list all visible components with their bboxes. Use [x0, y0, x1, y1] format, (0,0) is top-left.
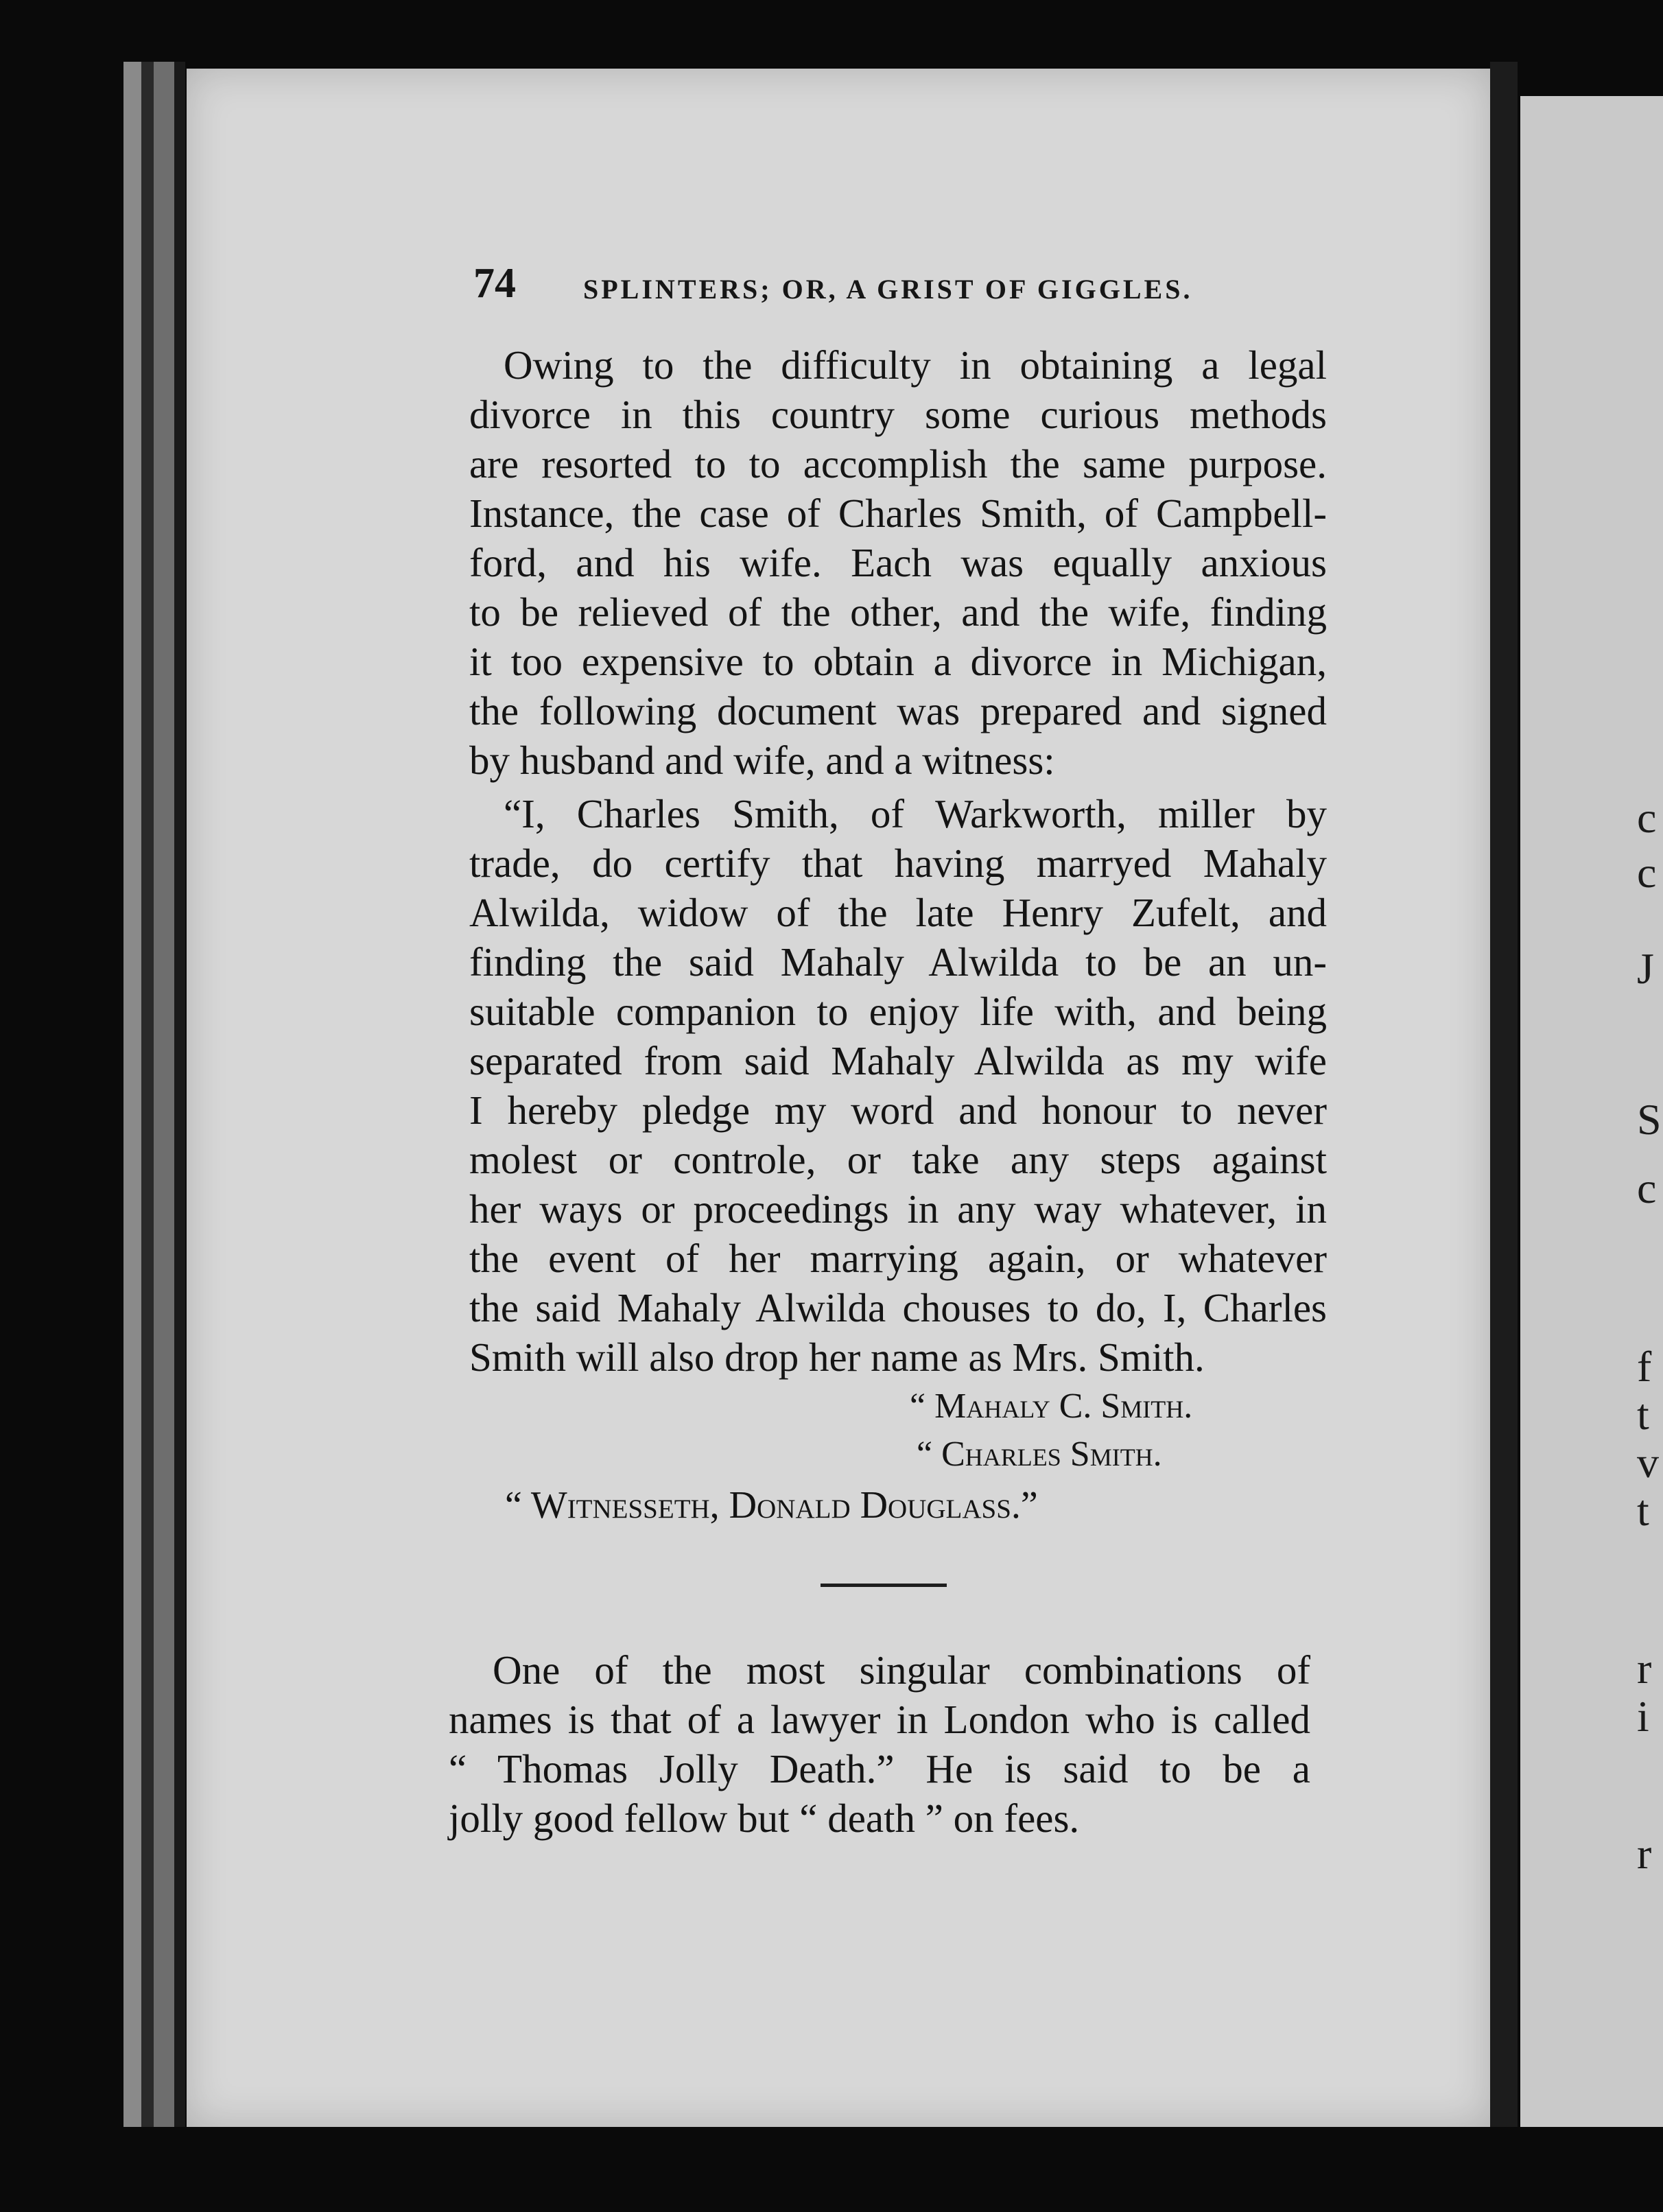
facing-page-glyph: r [1637, 1644, 1652, 1693]
quote-line: the said Mahaly Alwilda chouses to do, I, Charles [469, 1285, 1327, 1330]
article-line: Instance, the case of Charles Smith, of Campbell- [469, 491, 1327, 536]
article-line: divorce in this country some curious methods [469, 392, 1327, 437]
quote-line: Smith will also drop her name as Mrs. Smith. [469, 1334, 1205, 1380]
quote-line: the event of her marrying again, or whatever [469, 1236, 1327, 1281]
facing-page-glyph: S [1637, 1095, 1662, 1144]
quote-line: I hereby pledge my word and honour to never [469, 1087, 1327, 1133]
article-line: it too expensive to obtain a divorce in Michigan, [469, 639, 1327, 684]
quote-line: Alwilda, widow of the late Henry Zufelt, and [469, 890, 1327, 935]
signature-mahaly: “ Mahaly C. Smith. [910, 1387, 1193, 1426]
quote-line: suitable companion to enjoy life with, and being [469, 989, 1327, 1034]
article-line: the following document was prepared and signed [469, 688, 1327, 733]
book-edge [123, 62, 141, 2127]
article2-line: jolly good fellow but “ death ” on fees. [449, 1796, 1080, 1841]
quote-line: finding the said Mahaly Alwilda to be an un- [469, 939, 1327, 985]
page-header [473, 259, 1297, 314]
article-line: to be relieved of the other, and the wife, finding [469, 589, 1327, 635]
signature-charles: “ Charles Smith. [917, 1435, 1162, 1474]
book-edge [141, 62, 154, 2127]
facing-page-glyph: t [1637, 1486, 1649, 1535]
quote-line: her ways or proceedings in any way whatever, in [469, 1186, 1327, 1232]
book-edge [174, 62, 185, 2127]
article2-line: names is that of a lawyer in London who is called [449, 1697, 1310, 1742]
quote-line: molest or controle, or take any steps against [469, 1137, 1327, 1182]
spine-shadow [1490, 62, 1518, 2127]
article-line: by husband and wife, and a witness: [469, 738, 1055, 783]
facing-page-glyph: v [1637, 1438, 1659, 1487]
facing-page-glyph: c [1637, 793, 1657, 842]
facing-page-glyph: c [1637, 1164, 1657, 1212]
witness-line: “ Witnesseth, Donald Douglass.” [505, 1484, 1038, 1527]
article2-line: “ Thomas Jolly Death.” He is said to be a [449, 1746, 1310, 1791]
facing-page [1520, 96, 1663, 2127]
facing-page-glyph: J [1637, 944, 1654, 993]
quote-line: trade, do certify that having marryed Mahaly [469, 840, 1327, 886]
facing-page-glyph: f [1637, 1342, 1652, 1391]
article2-line: One of the most singular combinations of [493, 1647, 1310, 1693]
running-head: SPLINTERS; OR, A GRIST OF GIGGLES. [583, 274, 1193, 305]
book-edge [154, 62, 174, 2127]
facing-page-glyph: t [1637, 1390, 1649, 1439]
facing-page-glyph: r [1637, 1829, 1652, 1878]
quote-line: separated from said Mahaly Alwilda as my wife [469, 1038, 1327, 1083]
article-line: are resorted to to accomplish the same purpose. [469, 441, 1327, 486]
article-line: ford, and his wife. Each was equally anxious [469, 540, 1327, 585]
section-divider [821, 1584, 947, 1587]
facing-page-glyph: c [1637, 848, 1657, 897]
page-number: 74 [473, 260, 516, 307]
quote-line: “I, Charles Smith, of Warkworth, miller by [504, 791, 1327, 836]
article-line: Owing to the difficulty in obtaining a legal [504, 342, 1327, 388]
facing-page-glyph: i [1637, 1692, 1649, 1741]
